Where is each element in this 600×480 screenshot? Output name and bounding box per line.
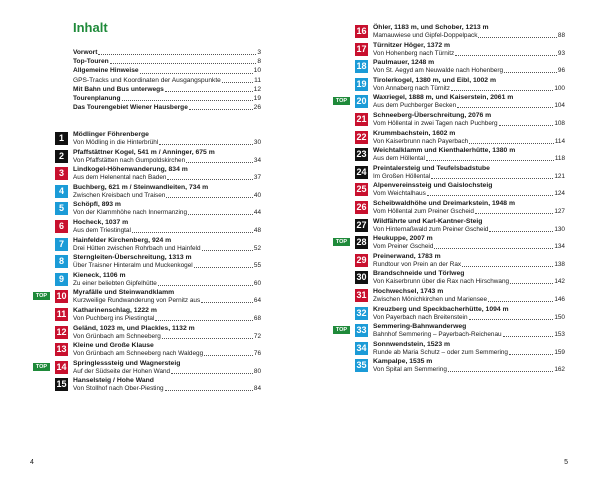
toc-entry[interactable] [73, 103, 261, 112]
tour-subtitle: Vom Höllental zum Preiner Gscheid [373, 207, 474, 215]
leader-dots [194, 262, 253, 268]
leader-dots [201, 297, 253, 303]
tour-page: 162 [554, 366, 565, 374]
tour-subtitle: Rundtour von Prein an der Rax [373, 260, 462, 268]
tour-title: Preinerwand, 1783 m [373, 252, 441, 260]
leader-dots [155, 315, 253, 321]
tour-subtitle-row [73, 209, 261, 217]
tour-subtitle: Von Grünbach am Schneeberg [73, 332, 161, 340]
tour-subtitle-row [373, 190, 565, 198]
tour-page: 104 [554, 102, 565, 110]
tour-subtitle-row [373, 296, 565, 304]
tour-number-badge: 24 [356, 166, 367, 177]
tour-entry[interactable] [355, 58, 565, 76]
tour-title: Türnitzer Höger, 1372 m [373, 41, 451, 49]
tour-number-badge: 9 [55, 273, 68, 286]
tour-page: 55 [253, 262, 261, 270]
tour-number-badge: 1 [55, 132, 68, 145]
tour-page: 159 [554, 348, 565, 356]
toc-entry[interactable] [73, 48, 261, 57]
toc-entry-page: 10 [253, 67, 261, 75]
tour-page: 44 [253, 209, 261, 217]
tour-subtitle: Mamauwiese und Gipfel-Doppelpack [373, 32, 478, 39]
tour-subtitle-row [373, 155, 565, 163]
tour-title: Hainfelder Kirchenberg, 924 m [73, 236, 172, 244]
leader-dots [457, 102, 553, 108]
leader-dots [426, 155, 554, 161]
tour-number-badge: 27 [356, 219, 367, 230]
tour-entry[interactable] [55, 271, 261, 289]
tour-entry[interactable] [355, 252, 565, 270]
tour-page: 48 [253, 226, 261, 234]
tour-subtitle: Von Mödling in die Hinterbrühl [73, 139, 159, 146]
tour-title: Pfaffstättner Kogel, 541 m / Anninger, 675 m [73, 148, 215, 156]
tour-page: 88 [557, 32, 565, 39]
tour-page: 150 [554, 313, 565, 321]
tour-page: 60 [253, 279, 261, 287]
tour-number-badge: 32 [356, 307, 367, 318]
toc-entry-label: Tourenplanung [73, 94, 121, 102]
tour-entry[interactable] [55, 376, 261, 394]
tour-subtitle: Von Hohenberg nach Türnitz [373, 49, 455, 57]
tour-title: Geländ, 1023 m, und Plackles, 1132 m [73, 324, 195, 332]
tour-subtitle: Drei Hütten zwischen Rohrbach und Hainfeld [73, 244, 201, 252]
tour-title: Kreuzberg und Speckbacherhütte, 1094 m [373, 305, 509, 313]
tour-subtitle-row [73, 280, 261, 288]
leader-dots [167, 174, 252, 180]
tour-page: 114 [554, 137, 565, 145]
tour-page: 118 [554, 155, 565, 163]
tour-subtitle-row [373, 138, 565, 146]
leader-dots [462, 261, 553, 267]
tour-title: Preintalersteig und Teufelsbadstube [373, 164, 490, 172]
tour-entry[interactable] [355, 217, 565, 235]
leader-dots [475, 208, 553, 214]
tour-subtitle-row [373, 349, 565, 357]
tour-entry[interactable] [355, 76, 565, 94]
tour-subtitle: Im Großen Höllental [373, 172, 431, 180]
front-matter-list [73, 48, 261, 112]
tour-page: 153 [554, 331, 565, 339]
toc-entry[interactable] [73, 66, 261, 75]
tour-number-badge: 34 [356, 342, 367, 353]
leader-dots [132, 227, 253, 233]
tour-entry[interactable] [55, 148, 261, 166]
tour-title: Springlesssteig und Wagnersteig [73, 359, 181, 367]
tour-entry[interactable] [355, 340, 565, 358]
tour-number-badge: 26 [356, 201, 367, 212]
tour-subtitle: Runde ab Maria Schutz – oder zum Semmering [373, 348, 508, 356]
tour-number-badge: 35 [356, 360, 367, 371]
tour-list-right [335, 23, 565, 375]
tour-number-badge: 30 [356, 272, 367, 283]
tour-list-left [35, 130, 261, 394]
tour-entry[interactable] [355, 164, 565, 182]
tour-title: Myrafälle und Steinwandklamm [73, 289, 175, 297]
tour-subtitle-row [373, 366, 565, 374]
tour-page: 68 [253, 314, 261, 322]
toc-entry-label: Vorwort [73, 48, 98, 56]
leader-dots [469, 314, 554, 320]
tour-number-badge: 8 [55, 255, 68, 268]
tour-page: 80 [253, 367, 261, 375]
tour-subtitle-row [73, 227, 261, 235]
toc-entry-page: 19 [253, 94, 261, 102]
tour-subtitle: Von Payerbach nach Breitenstein [373, 313, 468, 321]
tour-entry[interactable] [55, 218, 261, 236]
toc-entry[interactable] [73, 57, 261, 66]
leader-dots [204, 350, 253, 356]
tour-subtitle-row [373, 208, 565, 216]
tour-subtitle-row [373, 261, 565, 269]
tour-number-badge: 17 [356, 43, 367, 54]
tour-title: Hochwechsel, 1743 m [373, 287, 444, 295]
tour-subtitle: Bahnhof Semmering – Payerbach-Reichenau [373, 331, 502, 339]
tour-number-badge: 29 [356, 254, 367, 265]
tour-entry[interactable] [355, 129, 565, 147]
page-number-right: 5 [564, 459, 568, 466]
tour-subtitle-row [373, 314, 565, 322]
tour-number-badge: 10 [56, 291, 67, 302]
toc-entry[interactable] [73, 85, 261, 94]
tour-entry[interactable] [355, 287, 565, 305]
leader-dots [162, 333, 253, 339]
leader-dots [110, 63, 257, 64]
tour-subtitle: Von Annaberg nach Türnitz [373, 84, 450, 92]
tour-entry[interactable] [355, 199, 565, 217]
tour-subtitle: Von Puchberg ins Piestingtal [73, 314, 155, 322]
tour-subtitle-row [373, 331, 565, 339]
tour-subtitle: Vom Preiner Gscheid [373, 243, 434, 251]
tour-page: 52 [253, 244, 261, 252]
tour-title: Schneeberg-Überschreitung, 2076 m [373, 111, 492, 119]
top-tour-badge: TOP [333, 326, 350, 334]
tour-entry[interactable] [55, 253, 261, 271]
tour-page: 76 [253, 350, 261, 358]
tour-subtitle-row [73, 297, 261, 305]
tour-entry[interactable] [55, 165, 261, 183]
top-tour-badge: TOP [333, 238, 350, 246]
tour-title: Hanselsteig / Hohe Wand [73, 377, 154, 385]
tour-page: 96 [557, 67, 565, 75]
right-page [300, 0, 600, 480]
leader-dots [489, 226, 553, 232]
tour-entry[interactable] [55, 341, 261, 359]
tour-title: Öhler, 1183 m, und Schober, 1213 m [373, 24, 489, 31]
toc-entry-label: GPS-Tracks und Koordinaten der Ausgangspunkte [73, 76, 221, 84]
tour-number-badge: 28 [356, 237, 367, 248]
tour-subtitle: Kurzweilige Rundwanderung von Pernitz aus [73, 297, 201, 305]
tour-subtitle: Von Stollhof nach Ober-Piesting [73, 385, 164, 393]
tour-page: 37 [253, 174, 261, 182]
top-tour-badge: TOP [33, 292, 50, 300]
tour-title: Scheibwaldhöhe und Dreimarkstein, 1948 m [373, 199, 516, 207]
tour-entry[interactable] [355, 357, 565, 375]
leader-dots [171, 368, 253, 374]
tour-entry[interactable] [55, 183, 261, 201]
top-tour-badge: TOP [33, 363, 50, 371]
tour-entry[interactable] [355, 146, 565, 164]
leader-dots [510, 278, 553, 284]
tour-title: Heukuppe, 2007 m [373, 235, 433, 243]
tour-number-badge: 20 [356, 96, 367, 107]
tour-number-badge: 18 [356, 61, 367, 72]
tour-entry[interactable] [55, 306, 261, 324]
toc-entry-label: Das Tourengebiet Wiener Hausberge [73, 104, 188, 112]
tour-subtitle-row [73, 315, 261, 323]
tour-subtitle-row [73, 174, 261, 182]
tour-subtitle-row [73, 385, 261, 393]
tour-title: Sterngleiten-Überschreitung, 1313 m [73, 254, 192, 262]
leader-dots [165, 91, 253, 92]
tour-subtitle-row [373, 32, 565, 40]
tour-subtitle-row [73, 192, 261, 200]
leader-dots [427, 190, 554, 196]
leader-dots [448, 366, 553, 372]
toc-entry-page: 11 [254, 76, 261, 84]
leader-dots [159, 139, 253, 145]
tour-subtitle-row [373, 50, 565, 58]
tour-entry[interactable] [335, 322, 565, 340]
tour-title: Semmering-Bahnwanderweg [373, 323, 467, 331]
leader-dots [166, 192, 253, 198]
leader-dots [188, 209, 253, 215]
tour-entry[interactable] [55, 200, 261, 218]
leader-dots [478, 32, 556, 38]
tour-number-badge: 16 [356, 26, 367, 36]
tour-page: 40 [253, 191, 261, 199]
tour-subtitle: Von St. Aegyd am Neuwalde nach Hohenberg [373, 67, 504, 75]
tour-subtitle-row [373, 243, 565, 251]
tour-entry[interactable] [355, 23, 565, 41]
tour-title: Brandschneide und Törlweg [373, 270, 465, 278]
leader-dots [503, 331, 554, 337]
tour-entry[interactable] [55, 324, 261, 342]
tour-title: Alpenvereinssteig und Gaislochsteig [373, 182, 493, 190]
tour-title: Kieneck, 1106 m [73, 271, 126, 279]
tour-number-badge: 14 [56, 361, 67, 372]
tour-subtitle: Von Kaiserbrunn über die Rax nach Hirschwang [373, 278, 510, 286]
page-title: Inhalt [73, 20, 108, 35]
leader-dots [509, 349, 553, 355]
tour-number-badge: 22 [356, 131, 367, 142]
tour-number-badge: 33 [356, 325, 367, 336]
tour-number-badge: 4 [55, 185, 68, 198]
tour-subtitle: Von Kaiserbrunn nach Payerbach [373, 137, 469, 145]
tour-title: Buchberg, 621 m / Steinwandleiten, 734 m [73, 183, 209, 191]
tour-subtitle-row [373, 85, 565, 93]
toc-entry-page: 12 [253, 85, 261, 93]
leader-dots [451, 85, 553, 91]
toc-entry-page: 3 [257, 48, 261, 56]
tour-subtitle-row [73, 139, 261, 147]
tour-entry[interactable] [355, 181, 565, 199]
tour-title: Waxriegel, 1888 m, und Kaiserstein, 2061 m [373, 94, 514, 102]
tour-subtitle-row [373, 120, 565, 128]
tour-page: 138 [554, 260, 565, 268]
leader-dots [504, 67, 557, 73]
tour-subtitle-row [73, 333, 261, 341]
tour-entry[interactable] [335, 93, 565, 111]
toc-entry-label: Mit Bahn und Bus unterwegs [73, 85, 164, 93]
tour-title: Kampalpe, 1535 m [373, 358, 433, 366]
tour-subtitle: Vom Weichtalhaus [373, 190, 426, 198]
leader-dots [122, 100, 253, 101]
tour-number-badge: 31 [356, 289, 367, 300]
leader-dots [499, 120, 554, 126]
tour-page: 108 [554, 119, 565, 127]
tour-subtitle-row [73, 157, 261, 165]
tour-page: 146 [554, 295, 565, 303]
tour-entry[interactable] [35, 359, 261, 377]
tour-number-badge: 3 [55, 167, 68, 180]
leader-dots [222, 82, 253, 83]
top-tour-badge: TOP [333, 97, 350, 105]
toc-entry-label: Top-Touren [73, 58, 109, 66]
tour-number-badge: 5 [55, 202, 68, 215]
tour-entry[interactable] [355, 305, 565, 323]
toc-entry[interactable] [73, 76, 261, 85]
tour-subtitle: Über Traisner Hinteralm und Muckenkogel [73, 262, 193, 270]
tour-subtitle: Auf der Südseite der Hohen Wand [73, 367, 171, 375]
tour-subtitle-row [73, 350, 261, 358]
tour-number-badge: 21 [356, 113, 367, 124]
toc-entry[interactable] [73, 94, 261, 103]
tour-title: Tirolerkogel, 1380 m, und Eibl, 1002 m [373, 76, 497, 84]
tour-subtitle-row [373, 173, 565, 181]
tour-title: Sonnwendstein, 1523 m [373, 340, 451, 348]
leader-dots [186, 157, 253, 163]
tour-subtitle-row [373, 278, 565, 286]
tour-title: Paulmauer, 1248 m [373, 59, 435, 67]
tour-page: 64 [253, 297, 261, 305]
tour-number-badge: 25 [356, 184, 367, 195]
tour-subtitle: Zwischen Kreisbach und Traisen [73, 191, 166, 199]
tour-subtitle-row [373, 67, 565, 75]
tour-page: 72 [253, 332, 261, 340]
tour-subtitle: Aus dem Helenental nach Baden [73, 174, 167, 182]
tour-page: 130 [554, 225, 565, 233]
tour-entry[interactable] [355, 111, 565, 129]
tour-number-badge: 19 [356, 78, 367, 89]
tour-number-badge: 11 [56, 308, 67, 319]
tour-entry[interactable] [335, 234, 565, 252]
tour-entry[interactable] [55, 130, 261, 148]
tour-page: 34 [253, 156, 261, 164]
leader-dots [165, 385, 253, 391]
tour-number-badge: 7 [55, 238, 68, 251]
leader-dots [434, 243, 553, 249]
tour-subtitle: Aus dem Höllental [373, 155, 425, 163]
tour-subtitle: Zu einer beliebten Gipfelhütte [73, 279, 157, 287]
tour-page: 142 [554, 278, 565, 286]
tour-page: 84 [253, 385, 261, 393]
tour-subtitle: Von der Klammhöhe nach Innermanzing [73, 209, 188, 217]
leader-dots [469, 138, 554, 144]
tour-subtitle: Zwischen Mönichkirchen und Mariensee [373, 295, 488, 303]
tour-number-badge: 12 [56, 326, 67, 337]
tour-subtitle: Von Hinternaßwald zum Preiner Gscheid [373, 225, 489, 233]
tour-title: Lindkogel-Höhenwanderung, 834 m [73, 166, 188, 174]
page-number-left: 4 [30, 459, 34, 466]
tour-title: Schöpfl, 893 m [73, 201, 121, 209]
tour-number-badge: 6 [55, 220, 68, 233]
tour-page: 100 [554, 84, 565, 92]
leader-dots [140, 73, 253, 74]
tour-entry[interactable] [35, 288, 261, 306]
leader-dots [189, 109, 253, 110]
tour-number-badge: 15 [56, 379, 67, 390]
tour-subtitle: Aus dem Puchberger Becken [373, 102, 457, 110]
toc-entry-label: Allgemeine Hinweise [73, 67, 139, 75]
toc-entry-page: 26 [253, 104, 261, 112]
tour-subtitle-row [373, 102, 565, 110]
tour-subtitle: Von Grünbach am Schneeberg nach Waldegg [73, 350, 204, 358]
tour-subtitle-row [73, 245, 261, 253]
tour-page: 121 [554, 172, 565, 180]
tour-title: Krummbachstein, 1602 m [373, 129, 456, 137]
tour-page: 134 [554, 243, 565, 251]
tour-subtitle-row [73, 262, 261, 270]
leader-dots [431, 173, 553, 179]
tour-title: Kleine und Große Klause [73, 342, 154, 350]
tour-title: Katharinenschlag, 1222 m [73, 306, 157, 314]
leader-dots [158, 280, 253, 286]
tour-entry[interactable] [355, 41, 565, 59]
leader-dots [488, 296, 553, 302]
tour-subtitle-row [373, 226, 565, 234]
tour-number-badge: 13 [56, 344, 67, 355]
tour-number-badge: 23 [356, 149, 367, 160]
toc-entry-page: 8 [257, 58, 261, 66]
tour-page: 30 [253, 139, 261, 146]
tour-subtitle: Aus dem Triestingtal [73, 226, 131, 234]
tour-entry[interactable] [55, 236, 261, 254]
tour-subtitle: Vom Höllental in zwei Tagen nach Puchberg [373, 119, 498, 127]
tour-title: Weichtalklamm und Kienthalerhütte, 1380 m [373, 147, 516, 155]
tour-title: Hocheck, 1037 m [73, 218, 129, 226]
tour-subtitle: Von Pfaffstätten nach Gumpoldskirchen [73, 156, 186, 164]
leader-dots [98, 54, 256, 55]
tour-subtitle-row [73, 368, 261, 376]
tour-title: Mödlinger Föhrenberge [73, 131, 149, 138]
leader-dots [202, 245, 253, 251]
tour-page: 127 [554, 207, 565, 215]
tour-subtitle: Von Spital am Semmering [373, 366, 447, 374]
tour-page: 93 [557, 49, 565, 57]
leader-dots [455, 50, 557, 56]
tour-number-badge: 2 [55, 150, 68, 163]
tour-entry[interactable] [355, 269, 565, 287]
tour-title: Wildfährte und Karl-Kantner-Steig [373, 217, 483, 225]
tour-page: 124 [554, 190, 565, 198]
